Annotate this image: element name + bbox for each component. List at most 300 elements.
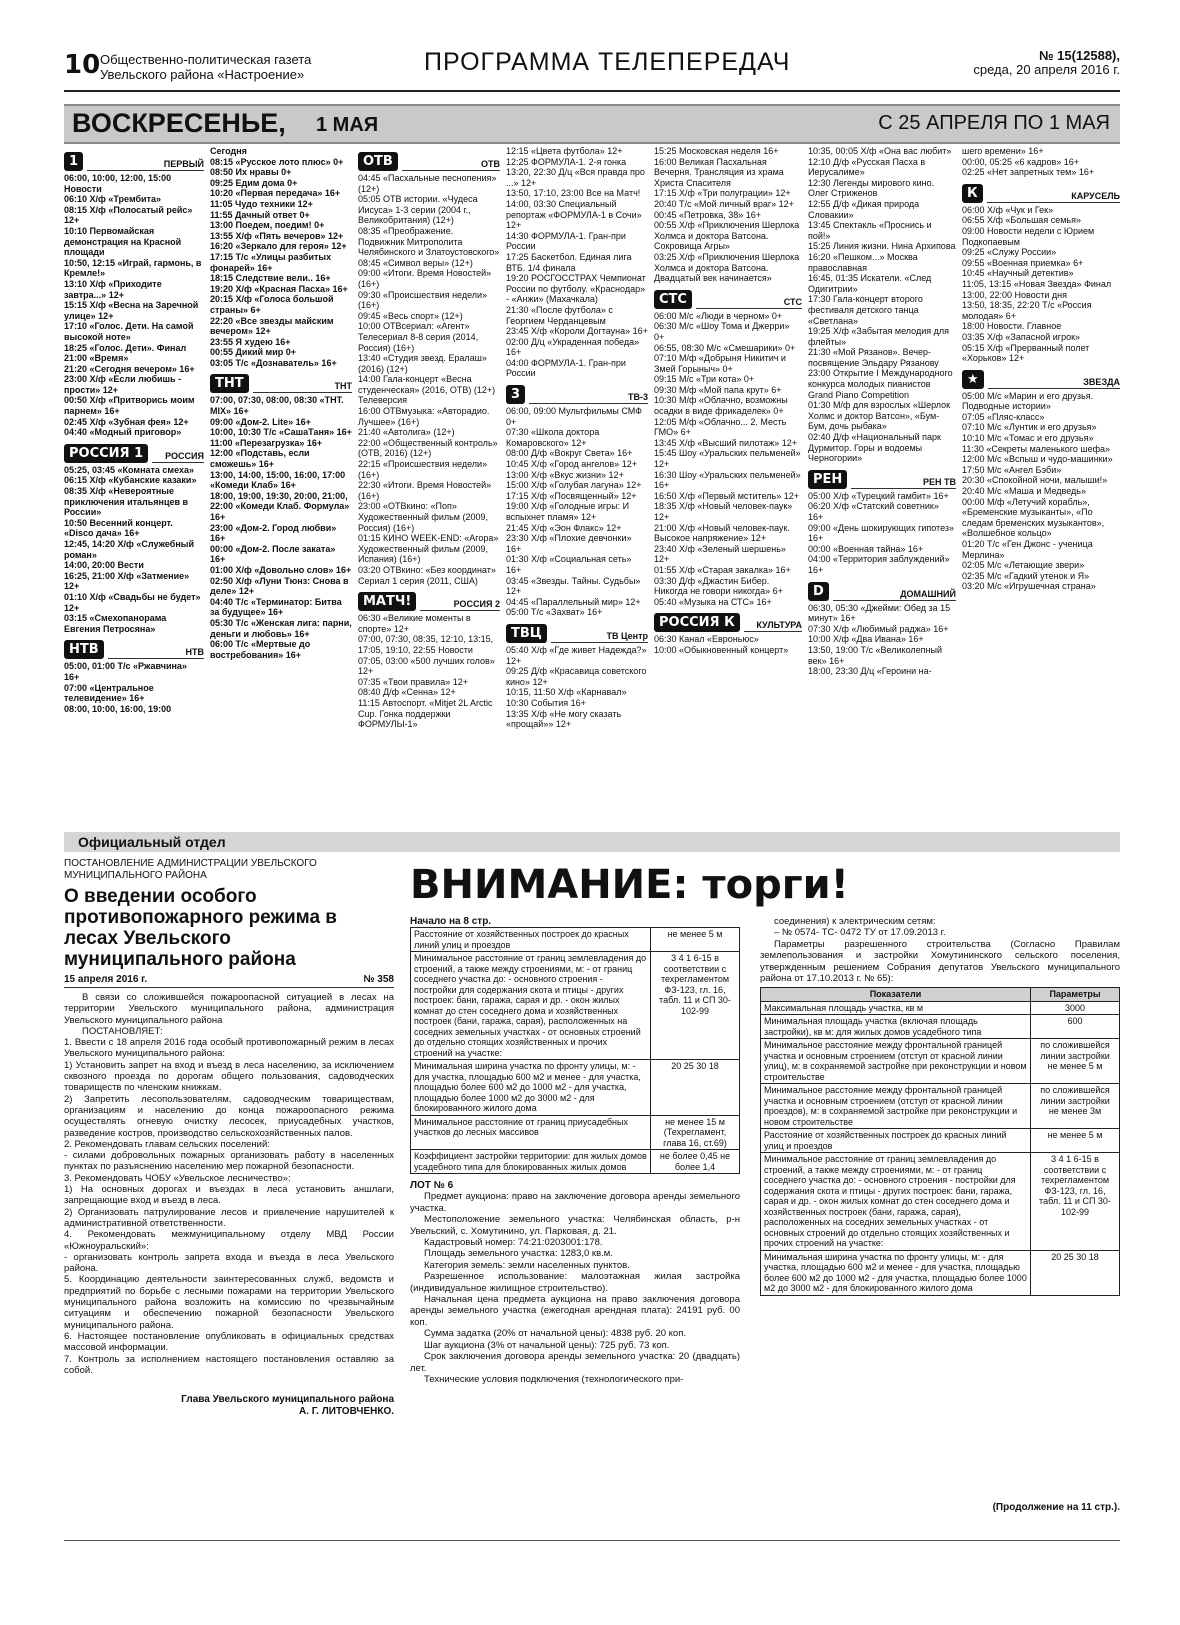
program-entry: 02:45 Х/ф «Зубная фея» 12+ bbox=[64, 416, 189, 427]
decree-paragraph: ПОСТАНОВЛЯЕТ: bbox=[82, 1025, 163, 1037]
program-entry: 12:30 Легенды мирового кино. Олег Стриженов bbox=[808, 177, 935, 199]
program-entry: 06:30 М/с «Шоу Тома и Джерри» 0+ bbox=[654, 321, 790, 342]
day-name: ВОСКРЕСЕНЬЕ, bbox=[72, 108, 286, 138]
table-cell-indicator: Минимальное расстояние между фронтальной границей участка и основным строением (отступ от красной линии улиц), м: в сохраняемой застройке при реконструкции и новом строительстве bbox=[761, 1039, 1031, 1084]
program-entry: 13:00 Х/ф «Вкус жизни» 12+ bbox=[506, 469, 624, 480]
channel-name: ПЕРВЫЙ bbox=[87, 159, 204, 171]
program-entry: 11:30 «Секреты маленького шефа» bbox=[962, 443, 1110, 454]
channel-name: ДОМАШНИЙ bbox=[833, 589, 956, 601]
issue-number: № 15(12588), bbox=[1039, 48, 1120, 63]
program-entry: 04:40 «Модный приговор» bbox=[64, 427, 182, 438]
program-entry: 02:50 Х/ф «Луни Тюнз: Снова в деле» 12+ bbox=[210, 575, 349, 597]
program-entry: 07:05, 03:00 «500 лучших голов» 12+ bbox=[358, 655, 495, 677]
program-entry: 06:30 Канал «Евроньюс» bbox=[654, 634, 759, 645]
channel-logo-icon: СТС bbox=[654, 290, 692, 309]
program-entry: 14:30 ФОРМУЛА-1. Гран-при России bbox=[506, 230, 626, 252]
program-entry: 09:25 «Служу России» bbox=[962, 247, 1057, 258]
program-entry: 21:20 «Сегодня вечером» 16+ bbox=[64, 363, 195, 374]
section-title: ПРОГРАММА ТЕЛЕПЕРЕДАЧ bbox=[424, 48, 791, 76]
program-entry: 02:00 Д/ц «Украденная победа» 16+ bbox=[506, 336, 640, 358]
channel-logo-icon: 1 bbox=[64, 152, 83, 171]
program-entry: 09:30 «Происшествия недели» (16+) bbox=[358, 289, 488, 311]
program-entry: 12:00 М/с «Вспыш и чудо-машинки» bbox=[962, 454, 1113, 465]
channel-name: ТНТ bbox=[253, 381, 352, 393]
program-entry: 02:35 М/с «Гадкий утенок и Я» bbox=[962, 570, 1090, 581]
program-entry: 13:20, 22:30 Д/ц «Вся правда про ...» 12+ bbox=[506, 167, 645, 188]
program-entry: 17:30 Гала-концерт второго фестиваля детского танца «Светлана» bbox=[808, 294, 923, 326]
newspaper-name-line-2: Увельского района «Настроение» bbox=[100, 67, 305, 82]
program-entry: 00:00 «Военная тайна» 16+ bbox=[808, 543, 924, 554]
header-rule bbox=[64, 90, 1120, 92]
channel-header bbox=[358, 149, 500, 171]
program-entry: 09:25 Едим дома 0+ bbox=[210, 177, 298, 188]
schedule-column-6 bbox=[808, 146, 956, 826]
program-entry: 12:05 М/ф «Облачно... 2. Месть ГМО» 6+ bbox=[654, 416, 787, 438]
program-entry: 13:00 Поедем, поедим! 0+ bbox=[210, 220, 325, 231]
program-entry: 17:10 «Голос. Дети. На самой высокой ноте» bbox=[64, 321, 194, 342]
program-entry: 11:05, 13:15 «Новая Звезда» Финал bbox=[962, 278, 1112, 289]
program-entry: 07:00 «Центральное телевидение» 16+ bbox=[64, 682, 154, 704]
program-entry: 19:25 Х/ф «Забытая мелодия для флейты» bbox=[808, 326, 949, 347]
program-entry: 02:25 «Нет запретных тем» 16+ bbox=[962, 167, 1095, 178]
decree-paragraph: 2. Рекомендовать главам сельских поселений: bbox=[64, 1138, 270, 1150]
table-cell-value: 3000 bbox=[1031, 1001, 1120, 1015]
program-entry: 06:00 Т/с «Мертвые до востребования» 16+ bbox=[210, 639, 311, 660]
program-entry: 16:25, 21:00 Х/ф «Затмение» 12+ bbox=[64, 570, 190, 592]
program-entry: 23:00 Открытие I Международного конкурса молодых пианистов Grand Piano Competition bbox=[808, 368, 953, 400]
program-entry: 05:40 Х/ф «Где живет Надежда?» 12+ bbox=[506, 644, 647, 666]
program-entry: 21:30 «Мой Рязанов». Вечер-посвящение Эльдару Рязанову bbox=[808, 347, 939, 368]
program-entry: 05:00 Х/ф «Турецкий гамбит» 16+ bbox=[808, 490, 949, 501]
program-entry: 03:20 М/с «Игрушечная страна» bbox=[962, 581, 1096, 592]
program-entry: 10:35, 00:05 Х/ф «Она вас любит» bbox=[808, 146, 952, 156]
program-entry: 01:00 Х/ф «Довольно слов» 16+ bbox=[210, 564, 352, 575]
right-paragraphs bbox=[760, 916, 1120, 984]
program-entry: 08:00 Д/ф «Вокруг Света» 16+ bbox=[506, 448, 633, 459]
table-row bbox=[761, 1015, 1120, 1039]
program-entry: 13:55 Х/ф «Пять вечеров» 12+ bbox=[210, 230, 344, 241]
program-entry: 16:00 Великая Пасхальная Вечерня. Трансляция из храма Христа Спасителя bbox=[654, 156, 784, 188]
channel-logo-icon: ТВЦ bbox=[506, 624, 547, 643]
lot-body bbox=[410, 1191, 740, 1385]
program-entry: 10:00 «Обыкновенный концерт» bbox=[654, 644, 789, 655]
program-entry: 05:00, 01:00 Т/с «Ржавчина» 16+ bbox=[64, 661, 187, 682]
program-entry: 10:15, 11:50 Х/ф «Карнавал» bbox=[506, 687, 627, 698]
channel-name: ТВ-3 bbox=[529, 392, 648, 404]
decree-paragraph: - силами добровольных пожарных организовать работу в населенных пунктах по разъяснению населению мер пожарной безопасности. bbox=[64, 1150, 394, 1173]
decree-date: 15 апреля 2016 г. bbox=[64, 974, 148, 985]
program-entry: 22:00 «Общественный контроль» (ОТВ, 2016) (12+) bbox=[358, 437, 498, 459]
program-entry: 06:00, 09:00 Мультфильмы СМФ 0+ bbox=[506, 406, 642, 427]
program-entry: 17:50 М/с «Ангел Бэби» bbox=[962, 464, 1062, 475]
channel-header bbox=[358, 589, 500, 611]
decree-paragraph: В связи со сложившейся пожароопасной ситуацией в лесах на территории Увельского муниципального района, администрация Увельского муниципального района bbox=[64, 992, 394, 1026]
table-row bbox=[761, 1001, 1120, 1015]
lot-paragraph: Технические условия подключения (технологического при- bbox=[424, 1373, 684, 1385]
official-section-title: Официальный отдел bbox=[78, 834, 226, 850]
table-cell-value: не менее 5 м bbox=[1031, 1129, 1120, 1153]
program-entry: 01:20 Т/с «Ген Джонс - ученица Мерлина» bbox=[962, 539, 1093, 560]
program-entry: 05:15 Х/ф «Прерванный полет «Хорьков» 12+ bbox=[962, 342, 1090, 364]
program-entry: 09:00 «День шокирующих гипотез» 16+ bbox=[808, 522, 955, 544]
program-entry: 15:45 Шоу «Уральских пельменей» 12+ bbox=[654, 448, 801, 470]
schedule-column-5 bbox=[654, 146, 802, 826]
schedule-column-1 bbox=[64, 146, 204, 826]
newspaper-name bbox=[100, 52, 311, 82]
channel-logo-icon: ТНТ bbox=[210, 374, 249, 393]
auction-middle-column bbox=[410, 916, 740, 1385]
program-entry: 08:35 Х/ф «Невероятные приключения итальянцев в России» bbox=[64, 486, 189, 518]
decree-paragraph: 1. Ввести с 18 апреля 2016 года особый противопожарный режим в лесах Увельского муниципального района: bbox=[64, 1037, 394, 1060]
channel-logo-icon: МАТЧ! bbox=[358, 592, 416, 611]
program-entry: 06:55, 08:30 М/с «Смешарики» 0+ bbox=[654, 342, 796, 353]
program-entry: 10:50 Весенний концерт. «Disco дача» 16+ bbox=[64, 517, 173, 539]
continued-from: Начало на 8 стр. bbox=[410, 916, 492, 927]
table-cell-indicator: Минимальное расстояние между фронтальной границей участка и основным строением (отступ от красной линии проездов), м: в сохраняемой застройке при реконструкции и новом строительстве bbox=[761, 1084, 1031, 1129]
channel-header bbox=[808, 467, 956, 489]
program-entry: 22:30 «Итоги. Время Новостей» (16+) bbox=[358, 480, 492, 501]
program-entry: 04:40 Т/с «Терминатор: Битва за будущее» 16+ bbox=[210, 596, 342, 618]
program-entry: 17:15 Х/ф «Три полуграции» 12+ bbox=[654, 188, 791, 199]
program-entry: 11:55 Дачный ответ 0+ bbox=[210, 209, 310, 220]
lot-paragraph: Срок заключения договора аренды земельного участка: 20 (двадцать) лет. bbox=[410, 1351, 740, 1374]
program-entry: 13:50, 17:10, 23:00 Все на Матч! bbox=[506, 188, 641, 199]
table-row bbox=[411, 1150, 740, 1174]
table-row bbox=[761, 1129, 1120, 1153]
table-cell-indicator: Минимальное расстояние от границ землевладения до строений, а также между строениями, м: - от границ соседнего участка до: - основного строения - постройки для содержания скота и птицы - других построек: бани, гаража, сарая и др. - окон жилых комнат до стен соседнего дома и хозяйственных построек (бани, гаража, сарая), расположенных на соседних земельных участках - от основных строений до отдельно стоящих хозяйственных и прочих строений на участке: bbox=[411, 952, 651, 1060]
lot-paragraph: Разрешенное использование: малоэтажная жилая застройка (индивидуальное жилищное строительство). bbox=[410, 1271, 740, 1294]
table-row bbox=[761, 1250, 1120, 1295]
lot-paragraph: Местоположение земельного участка: Челябинская область, р-н Увельский, с. Хомутинино, ул. Парковая, д. 21. bbox=[410, 1214, 740, 1237]
program-entry: 13:10 Х/ф «Приходите завтра...» 12+ bbox=[64, 278, 162, 300]
program-entry: 20:40 Т/с «Мой личный враг» 12+ bbox=[654, 198, 794, 209]
program-entry: 09:00 «Итоги. Время Новостей» (16+) bbox=[358, 268, 492, 289]
program-entry: 15:00 Х/ф «Голубая лагуна» 12+ bbox=[506, 480, 642, 491]
program-entry: 18:35 Х/ф «Новый человек-паук» 12+ bbox=[654, 501, 793, 522]
table-cell-value: 20 25 30 18 bbox=[651, 1060, 740, 1116]
program-entry: 23:30 Х/ф «Плохие девчонки» 16+ bbox=[506, 533, 632, 554]
program-entry: 23:55 Я худею 16+ bbox=[210, 336, 291, 347]
program-entry: 19:00 Х/ф «Голодные игры: И вспыхнет пламя» 12+ bbox=[506, 501, 630, 522]
lot-paragraph: Шаг аукциона (3% от начальной цены): 725 руб. 73 коп. bbox=[424, 1339, 670, 1351]
program-entry: 06:00, 10:00, 12:00, 15:00 Новости bbox=[64, 173, 172, 194]
table-row bbox=[761, 1153, 1120, 1251]
channel-name: СТС bbox=[696, 297, 802, 309]
program-entry: 07:30 Х/ф «Любимый раджа» 16+ bbox=[808, 623, 949, 634]
tv-schedule bbox=[64, 146, 1120, 826]
program-entry: 05:25, 03:45 «Комната смеха» bbox=[64, 464, 194, 475]
program-entry: 19:20 Х/ф «Красная Пасха» 16+ bbox=[210, 283, 348, 294]
program-entry: 05:30 Т/с «Женская лига: парни, деньги и любовь» 16+ bbox=[210, 617, 352, 639]
channel-name: КУЛЬТУРА bbox=[744, 620, 802, 632]
table-cell-value: 20 25 30 18 bbox=[1031, 1250, 1120, 1295]
program-entry: 00:50 Х/ф «Притворись моим парнем» 16+ bbox=[64, 395, 195, 417]
program-entry: 02:40 Д/ф «Национальный парк Дурмитор. Горы и водоемы Черногории» bbox=[808, 432, 941, 464]
table-row bbox=[411, 928, 740, 952]
program-entry: 00:00 М/ф «Летучий корабль», «Бременские музыканты», «По следам бременских музыкантов», «Волшебное кольцо» bbox=[962, 496, 1105, 539]
program-entry: 16:00 ОТВмузыка: «Авторадио. Лучшее» (16+) bbox=[358, 406, 490, 427]
signature-title: Глава Увельского муниципального района bbox=[181, 1394, 394, 1406]
program-entry: 06:00 М/с «Люди в черном» 0+ bbox=[654, 310, 783, 321]
program-entry: 17:25 Баскетбол. Единая лига ВТБ. 1/4 финала bbox=[506, 251, 632, 273]
program-entry: 08:00, 10:00, 16:00, 19:00 bbox=[64, 703, 172, 714]
program-entry: 09:55 «Военная приемка» 6+ bbox=[962, 257, 1084, 268]
program-entry: 07:30 «Школа доктора Комаровского» 12+ bbox=[506, 427, 600, 448]
program-entry: 15:25 Московская неделя 16+ bbox=[654, 146, 779, 156]
program-entry: 08:35 «Преображение. Подвижник Митрополита Челябинского и Златоустовского» bbox=[358, 225, 500, 258]
program-entry: 09:00 Новости недели с Юрием Подкопаевым bbox=[962, 225, 1095, 247]
page-number: 10 bbox=[64, 50, 101, 80]
auction-headline: ВНИМАНИЕ: торги! bbox=[410, 862, 849, 908]
schedule-column-4 bbox=[506, 146, 648, 826]
table-cell-value: не менее 5 м bbox=[651, 928, 740, 952]
program-entry: 09:25 Д/ф «Красавица советского кино» 12+ bbox=[506, 666, 647, 687]
program-entry: 18:00, 23:30 Д/ц «Героини на- bbox=[808, 666, 932, 677]
schedule-column-7 bbox=[962, 146, 1120, 826]
program-entry: 05:00 Т/с «Захват» 16+ bbox=[506, 607, 603, 618]
program-entry: 14:00, 20:00 Вести bbox=[64, 560, 144, 571]
newspaper-name-line-1: Общественно-политическая газета bbox=[100, 52, 312, 67]
channel-header bbox=[962, 367, 1120, 389]
program-entry: 23:00 «Дом-2. Город любви» 16+ bbox=[210, 522, 337, 544]
program-entry: 07:05 «Пляс-класс» bbox=[962, 411, 1045, 422]
program-entry: 05:05 ОТВ истории. «Чудеса Иисуса» 1-3 серии (2004 г., Великобритания) (12+) bbox=[358, 194, 478, 226]
program-entry: 11:05 Чудо техники 12+ bbox=[210, 198, 313, 209]
program-entry: 13:50, 18:35, 22:20 Т/с «Россия молодая» 6+ bbox=[962, 300, 1092, 321]
channel-name: РЕН ТВ bbox=[851, 477, 956, 489]
program-entry: 17:15 Х/ф «Посвященный» 12+ bbox=[506, 490, 637, 501]
channel-name: РОССИЯ bbox=[152, 451, 204, 463]
program-entry: 03:05 Т/с «Дознаватель» 16+ bbox=[210, 357, 337, 368]
table-header-parameters: Параметры bbox=[1031, 988, 1120, 1002]
program-entry: 23:40 Х/ф «Зеленый шершень» 12+ bbox=[654, 543, 786, 565]
program-entry: 10:00 Х/ф «Два Ивана» 16+ bbox=[808, 634, 924, 645]
table-cell-value: по сложившейся линии застройки не менее 5 м bbox=[1031, 1039, 1120, 1084]
channel-logo-icon: ★ bbox=[962, 370, 984, 389]
table-cell-value: по сложившейся линии застройки не менее 3м bbox=[1031, 1084, 1120, 1129]
program-entry: шего времени» 16+ bbox=[962, 146, 1044, 156]
table-cell-indicator: Минимальное расстояние от границ землевладения до строений, а также между строениями, м: - от границ соседнего участка до: - основного строения - постройки для содержания скота и птицы - других построек: бани, гаража, сарая и др. - окон жилых комнат до стен соседнего дома и хозяйственных построек (бани, гаража, сарая), расположенных на соседних земельных участках - от основных строений до отдельно стоящих хозяйственных и прочих строений на участке: bbox=[761, 1153, 1031, 1251]
lot-paragraph: Категория земель: земли населенных пунктов. bbox=[424, 1259, 630, 1271]
channel-header bbox=[64, 149, 204, 171]
program-entry: 04:45 «Параллельный мир» 12+ bbox=[506, 596, 641, 607]
program-entry: 23:45 Х/ф «Короли Догтауна» 16+ bbox=[506, 326, 648, 337]
program-entry: 10:10 Первомайская демонстрация на Красной площади bbox=[64, 225, 182, 258]
lot-paragraph: Кадастровый номер: 74:21:0203001:178. bbox=[424, 1237, 603, 1249]
program-entry: 04:00 ФОРМУЛА-1. Гран-при России bbox=[506, 357, 626, 379]
decree-paragraph: 2) Организовать патрулирование лесов и привлечение нарушителей к административной ответственности. bbox=[64, 1206, 394, 1229]
table-cell-indicator: Минимальное расстояние от границ приусадебных участков до лесных массивов bbox=[411, 1115, 651, 1150]
channel-header bbox=[962, 181, 1120, 203]
channel-name: ТВ Центр bbox=[551, 631, 648, 643]
parameters-table-1 bbox=[410, 927, 740, 1174]
program-entry: 11:00 «Перезагрузка» 16+ bbox=[210, 437, 323, 448]
program-entry: 16:50 Х/ф «Первый мститель» 12+ bbox=[654, 490, 799, 501]
program-entry: 09:15 М/с «Три кота» 0+ bbox=[654, 374, 755, 385]
program-entry: 21:00 «Время» bbox=[64, 353, 129, 364]
program-entry: 16:30 Шоу «Уральских пельменей» 16+ bbox=[654, 469, 801, 491]
program-entry: 11:15 Автоспорт. «Mitjet 2L Arctic Cup. Гонка поддержки ФОРМУЛЫ-1» bbox=[358, 697, 493, 730]
program-entry: 05:40 «Музыка на СТС» 16+ bbox=[654, 596, 772, 607]
channel-header bbox=[654, 287, 802, 309]
footer-rule bbox=[64, 1540, 1120, 1541]
program-entry: 09:30 М/ф «Мой папа крут» 6+ bbox=[654, 384, 782, 395]
program-entry: 03:30 Д/ф «Джастин Бибер. Никогда не говори никогда» 6+ bbox=[654, 575, 783, 597]
program-entry: 18:00 Новости. Главное bbox=[962, 321, 1062, 332]
program-entry: 07:35 «Твои правила» 12+ bbox=[358, 676, 469, 687]
program-entry: 18:25 «Голос. Дети». Финал bbox=[64, 342, 187, 353]
decree-paragraph: 5. Координацию деятельности заинтересованных служб, ведомств и предприятий по борьбе с лесными пожарами на территории Увельского муниципального района возложить на комиссию по чрезвычайным ситуациям и обеспечению пожарной безопасности Увельского муниципального района. bbox=[64, 1274, 394, 1331]
table-cell-indicator: Расстояние от хозяйственных построек до красных линий улиц и проездов bbox=[411, 928, 651, 952]
program-entry: 06:30 «Великие моменты в спорте» 12+ bbox=[358, 613, 471, 634]
program-entry: 23:00 Х/ф «Если любишь - прости» 12+ bbox=[64, 374, 182, 395]
decree-paragraph: 2) Запретить лесопользователям, садоводческим товариществам, организациям и населению до конца пожароопасного режима осуществлять огневую очистку лесосек, приусадебных участков, разведение костров, производство сельскохозяйственных палов. bbox=[64, 1093, 394, 1139]
program-entry: 13:00, 14:00, 15:00, 16:00, 17:00 «Комеди Клаб» 16+ bbox=[210, 469, 346, 491]
table-cell-value: 3 4 1 6-15 в соответствии с техрегламентом ФЗ-123, гл. 16, табл. 11 и СП 30-102-99 bbox=[651, 952, 740, 1060]
program-entry: 08:15 Х/ф «Полосатый рейс» 12+ bbox=[64, 204, 193, 226]
program-entry: 05:00 М/с «Марин и его друзья. Подводные истории» bbox=[962, 390, 1094, 412]
program-entry: 10:30 М/ф «Облачно, возможны осадки в виде фрикаделек» 0+ bbox=[654, 395, 788, 417]
decree-kicker: ПОСТАНОВЛЕНИЕ АДМИНИСТРАЦИИ УВЕЛЬСКОГО МУНИЦИПАЛЬНОГО РАЙОНА bbox=[64, 858, 317, 881]
program-entry: 22:15 «Происшествия недели» (16+) bbox=[358, 459, 488, 480]
channel-logo-icon: 3 bbox=[506, 385, 525, 404]
program-entry: Сегодня bbox=[210, 146, 247, 156]
program-entry: 12:15 «Цвета футбола» 12+ bbox=[506, 146, 623, 156]
program-entry: 09:00 «Дом-2. Lite» 16+ bbox=[210, 416, 311, 427]
program-entry: 18:15 Следствие вели.. 16+ bbox=[210, 273, 331, 284]
table-cell-indicator: Минимальная ширина участка по фронту улицы, м: - для участка, площадью 600 м2 и менее - для участка, площадью более 600 м2 до 1000 м2 - для участка, площадью более 1000 м2 до 3000 м2 - для блокированного жилого дома bbox=[411, 1060, 651, 1116]
channel-name: ОТВ bbox=[402, 159, 500, 171]
program-entry: 00:00, 05:25 «6 кадров» 16+ bbox=[962, 156, 1080, 167]
lot-paragraph: Сумма задатка (20% от начальной цены): 4838 руб. 20 коп. bbox=[424, 1328, 686, 1340]
table-row bbox=[411, 952, 740, 1060]
program-entry: 14:00 Гала-концерт «Весна студенческая» (2016, ОТВ) (12+) Телеверсия bbox=[358, 374, 496, 406]
program-entry: 01:30 Х/ф «Социальная сеть» 16+ bbox=[506, 554, 632, 575]
program-entry: 13:35 Х/ф «Не могу сказать «прощай»» 12+ bbox=[506, 708, 622, 730]
day-date: 1 МАЯ bbox=[316, 114, 379, 136]
program-entry: 03:25 Х/ф «Приключения Шерлока Холмса и доктора Ватсона. Двадцатый век начинается» bbox=[654, 251, 800, 284]
program-entry: 06:10 Х/ф «Трембита» bbox=[64, 194, 161, 205]
decree-paragraph: 4. Рекомендовать межмуниципальному отделу МВД России «Южноуральский»: bbox=[64, 1229, 394, 1252]
decree-paragraph: - организовать контроль запрета входа и въезда в леса Увельского района. bbox=[64, 1251, 394, 1275]
program-entry: 00:55 Х/ф «Приключения Шерлока Холмса и доктора Ватсона. Сокровища Агры» bbox=[654, 220, 800, 252]
program-entry: 14:00, 03:30 Специальный репортаж «ФОРМУЛА-1 в Сочи» 12+ bbox=[506, 198, 642, 231]
program-entry: 12:55 Д/ф «Дикая природа Словакии» bbox=[808, 198, 920, 220]
program-entry: 19:20 РОСГОССТРАХ Чемпионат России по футболу. «Краснодар» - «Анжи» (Махачкала) bbox=[506, 273, 646, 305]
lot-paragraph: Начальная цена предмета аукциона на право заключения договора аренды земельного участка (ежегодная арендная плата): 24191 руб. 00 коп. bbox=[410, 1294, 740, 1328]
decree-number: № 358 bbox=[363, 974, 394, 985]
program-entry: 06:15 Х/ф «Кубанские казаки» bbox=[64, 475, 197, 486]
decree-body bbox=[64, 992, 394, 1376]
program-entry: 06:00 Х/ф «Чук и Гек» bbox=[962, 204, 1054, 215]
channel-logo-icon: К bbox=[962, 184, 983, 203]
table-row bbox=[761, 1084, 1120, 1129]
program-entry: 10:10 М/с «Томас и его друзья» bbox=[962, 433, 1094, 444]
program-entry: 01:15 КИНО WEEK-END: «Агора» Художественный фильм (2009, Испания) (16+) bbox=[358, 533, 499, 565]
table-cell-indicator: Минимальная площадь участка (включая площадь застройки), кв м: для жилых домов усадебного типа bbox=[761, 1015, 1031, 1039]
table-cell-indicator: Максимальная площадь участка, кв м bbox=[761, 1001, 1031, 1015]
channel-header bbox=[210, 371, 352, 393]
decree-paragraph: 3. Рекомендовать ЧОБУ «Увельское лесничество»: bbox=[64, 1172, 291, 1184]
right-paragraph: соединения) к электрическим сетям: bbox=[774, 916, 936, 927]
program-entry: 16:20 «Зеркало для героя» 12+ bbox=[210, 241, 347, 252]
table-cell-indicator: Коэффициент застройки территории: для жилых домов усадебного типа для блокированных жилых домов bbox=[411, 1150, 651, 1174]
channel-logo-icon: РОССИЯ К bbox=[654, 613, 740, 632]
program-entry: 07:10 М/с «Лунтик и его друзья» bbox=[962, 422, 1097, 433]
program-entry: 01:30 М/ф для взрослых «Шерлок Холмс и доктор Ватсон», «Бум-Бум, дочь рыбака» bbox=[808, 400, 951, 432]
program-entry: 17:15 Т/с «Улицы разбитых фонарей» 16+ bbox=[210, 251, 332, 273]
continued-on: (Продолжение на 11 стр.). bbox=[992, 1502, 1120, 1513]
table-cell-value: 3 4 1 6-15 в соответствии с техрегламентом ФЗ-123, гл. 16, табл. 11 и СП 30-102-99 bbox=[1031, 1153, 1120, 1251]
channel-header bbox=[808, 579, 956, 601]
lot-paragraph: Предмет аукциона: право на заключение договора аренды земельного участка. bbox=[410, 1191, 740, 1214]
program-entry: 12:25 ФОРМУЛА-1. 2-я гонка bbox=[506, 156, 627, 167]
program-entry: 02:05 М/с «Летающие звери» bbox=[962, 560, 1085, 571]
decree-signature bbox=[64, 1394, 394, 1418]
program-entry: 04:45 «Пасхальные песнопения» (12+) bbox=[358, 173, 497, 194]
signature-name: А. Г. ЛИТОВЧЕНКО. bbox=[298, 1406, 394, 1418]
program-entry: 20:30 «Спокойной ночи, малыши!» bbox=[962, 475, 1108, 486]
program-entry: 20:40 М/с «Маша и Медведь» bbox=[962, 486, 1086, 497]
week-range: С 25 АПРЕЛЯ ПО 1 МАЯ bbox=[878, 112, 1110, 134]
program-entry: 01:10 Х/ф «Свадьбы не будет» 12+ bbox=[64, 591, 201, 613]
program-entry: 07:00, 07:30, 08:00, 08:30 «ТНТ. MIX» 16+ bbox=[210, 395, 344, 417]
program-entry: 13:45 Х/ф «Высший пилотаж» 12+ bbox=[654, 437, 798, 448]
program-entry: 12:10 Д/ф «Русская Пасха в Иерусалиме» bbox=[808, 156, 926, 178]
program-entry: 00:45 «Петровка, 38» 16+ bbox=[654, 209, 762, 220]
program-entry: 08:15 «Русское лото плюс» 0+ bbox=[210, 156, 344, 167]
channel-logo-icon: РЕН bbox=[808, 470, 847, 489]
program-entry: 13:50, 19:00 Т/с «Великолепный век» 16+ bbox=[808, 644, 942, 666]
channel-logo-icon: НТВ bbox=[64, 640, 104, 659]
program-entry: 06:55 Х/ф «Большая семья» bbox=[962, 215, 1081, 226]
channel-name: РОССИЯ 2 bbox=[420, 599, 500, 611]
decree-paragraph: 1) Установить запрет на вход и въезд в леса населению, за исключением сквозного проезда по дорогам общего пользования, садоводческих товариществ по членским книжкам. bbox=[64, 1059, 394, 1094]
official-section-band bbox=[64, 832, 1120, 852]
page-header bbox=[0, 0, 1180, 100]
program-entry: 21:30 «После футбола» с Георгием Черданцевым bbox=[506, 304, 613, 326]
schedule-column-2 bbox=[210, 146, 352, 826]
program-entry: 12:00 «Подставь, если сможешь» 16+ bbox=[210, 448, 310, 470]
program-entry: 18:00, 19:00, 19:30, 20:00, 21:00, 22:00 «Комеди Клаб. Формула» 16+ bbox=[210, 490, 350, 522]
channel-header bbox=[64, 637, 204, 659]
program-entry: 23:00 «ОТВкино: «Поп» Художественный фильм (2009, Россия) (16+) bbox=[358, 501, 489, 533]
program-entry: 13:45 Спектакль «Проснись и пой!» bbox=[808, 220, 932, 241]
lot-section bbox=[410, 1180, 740, 1385]
program-entry: 10:45 Х/ф «Город ангелов» 12+ bbox=[506, 459, 637, 470]
program-entry: 01:55 Х/ф «Старая закалка» 16+ bbox=[654, 564, 791, 575]
table-cell-value: не более 0,45 не более 1,4 bbox=[651, 1150, 740, 1174]
program-entry: 03:35 Х/ф «Запасной игрок» bbox=[962, 331, 1081, 342]
program-entry: 16:45, 01:35 Искатели. «След Одигитрии» bbox=[808, 273, 932, 294]
channel-name: НТВ bbox=[108, 647, 204, 659]
table-row bbox=[411, 1115, 740, 1150]
program-entry: 03:45 «Звезды. Тайны. Судьбы» 12+ bbox=[506, 575, 641, 597]
program-entry: 16:20 «Пешком...» Москва православная bbox=[808, 251, 918, 273]
table-cell-indicator: Минимальная ширина участка по фронту улицы, м: - для участка, площадью 600 м2 и менее - для участка, площадью более 600 м2 до 1000 м2 - для участка, площадью более 1000 м2 до 3000 м2 - для блокированного жилого дома bbox=[761, 1250, 1031, 1295]
program-entry: 20:15 Х/ф «Голоса большой страны» 6+ bbox=[210, 294, 334, 315]
decree-paragraph: 1) На основных дорогах и въездах в леса установить аншлаги, запрещающие вход и въезд в леса. bbox=[64, 1184, 394, 1207]
program-entry: 13:00, 22:00 Новости дня bbox=[962, 289, 1067, 300]
decree-headline: О введении особого противопожарного режима в лесах Увельского муниципального района bbox=[64, 886, 337, 970]
table-row bbox=[411, 1060, 740, 1116]
program-entry: 10:00, 10:30 Т/с «СашаТаня» 16+ bbox=[210, 427, 352, 438]
decree-paragraph: 6. Настоящее постановление опубликовать в официальных средствах массовой информации. bbox=[64, 1330, 394, 1354]
program-entry: 21:45 Х/ф «Эон Флакс» 12+ bbox=[506, 522, 622, 533]
channel-logo-icon: РОССИЯ 1 bbox=[64, 444, 148, 463]
decree-doc-line bbox=[64, 974, 394, 988]
schedule-column-3 bbox=[358, 146, 500, 826]
